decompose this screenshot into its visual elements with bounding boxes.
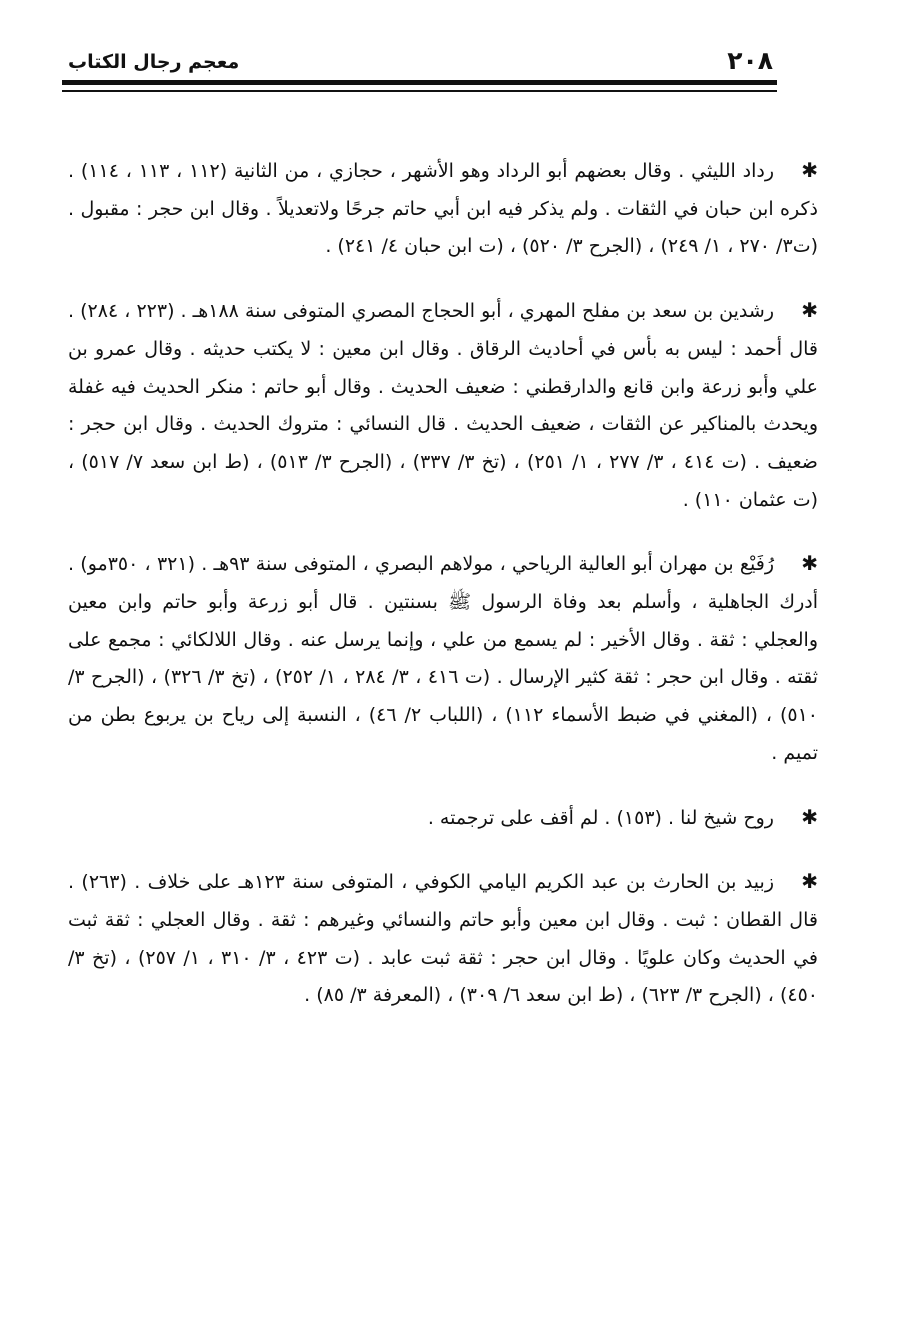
asterisk-icon: ✱	[801, 804, 818, 829]
entry-rishdin	[68, 292, 818, 519]
asterisk-icon: ✱	[801, 298, 819, 323]
entry-rufai	[68, 545, 818, 772]
asterisk-icon: ✱	[801, 869, 818, 894]
header-rule-thick	[62, 80, 777, 85]
asterisk-icon: ✱	[801, 551, 818, 576]
entry-text: رداد الليثي . وقال بعضهم أبو الرداد وهو الأشهر ، حجازي ، من الثانية (١١٢ ، ١١٣ ، ١١٤) . ذكره ابن حبان في الثقات . ولم يذكر فيه ابن أبي حاتم جرحًا ولاتعديلاً . وقال ابن حجر : مقبول . (ت٣/ ٢٧٠ ، ١/ ٢٤٩) ، (الجرح ٣/ ٥٢٠) ، (ت ابن حبان ٤/ ٢٤١) .	[68, 160, 818, 258]
entry-rawh	[68, 799, 818, 838]
running-title: معجم رجال الكتاب	[68, 51, 240, 73]
page-header	[62, 46, 777, 76]
entry-radad	[68, 152, 818, 266]
entries-list	[68, 152, 818, 1041]
header-rule-thin	[62, 90, 777, 92]
entry-text: رشدين بن سعد بن مفلح المهري ، أبو الحجاج المصري المتوفى سنة ١٨٨هـ . (٢٢٣ ، ٢٨٤) . قال أحمد : ليس به بأس في أحاديث الرقاق . وقال ابن معين : لا يكتب حديثه . وقال عمرو بن علي وأبو زرعة وابن قانع والدارقطني : ضعيف الحديث . وقال أبو حاتم : منكر الحديث فيه غفلة ويحدث بالمناكير عن الثقات ، ضعيف الحديث . قال النسائي : متروك الحديث . وقال ابن حجر : ضعيف . (ت ٤١٤ ، ٣/ ٢٧٧ ، ١/ ٢٥١) ، (تخ ٣/ ٣٣٧) ، (الجرح ٣/ ٥١٣) ، (ط ابن سعد ٧/ ٥١٧) ، (ت عثمان ١١٠) .	[68, 300, 818, 511]
entry-zubaid	[68, 863, 818, 1015]
asterisk-icon: ✱	[801, 158, 818, 182]
entry-text: روح شيخ لنا . (١٥٣) . لم أقف على ترجمته .	[427, 806, 774, 829]
entry-text: رُفَيْع بن مهران أبو العالية الرياحي ، مولاهم البصري ، المتوفى سنة ٩٣هـ . (٣٢١ ، ٣٥٠مو) . أدرك الجاهلية ، وأسلم بعد وفاة الرسول ﷺ بسنتين . قال أبو زرعة وأبو حاتم وابن معين والعجلي : ثقة . وقال الأخير : لم يسمع من علي ، وإنما يرسل عنه . وقال اللالكائي : مجمع على ثقته . وقال ابن حجر : ثقة كثير الإرسال . (ت ٤١٦ ، ٣/ ٢٨٤ ، ١/ ٢٥٢) ، (تخ ٣/ ٣٢٦) ، (الجرح ٣/ ٥١٠) ، (المغني في ضبط الأسماء ١١٢) ، (اللباب ٢/ ٤٦) ، النسبة إلى رياح بن يربوع بطن من تميم .	[68, 553, 819, 764]
entry-text: زبيد بن الحارث بن عبد الكريم اليامي الكوفي ، المتوفى سنة ١٢٣هـ على خلاف . (٢٦٣) . قال القطان : ثبت . وقال ابن معين وأبو حاتم والنسائي وغيرهم : ثقة . وقال العجلي : ثقة ثبت في الحديث وكان علويًا . وقال ابن حجر : ثقة ثبت عابد . (ت ٤٢٣ ، ٣/ ٣١٠ ، ١/ ٢٥٧) ، (تخ ٣/ ٤٥٠) ، (الجرح ٣/ ٦٢٣) ، (ط ابن سعد ٦/ ٣٠٩) ، (المعرفة ٣/ ٨٥) .	[68, 871, 819, 1007]
page-number: ٢٠٨	[727, 46, 773, 75]
